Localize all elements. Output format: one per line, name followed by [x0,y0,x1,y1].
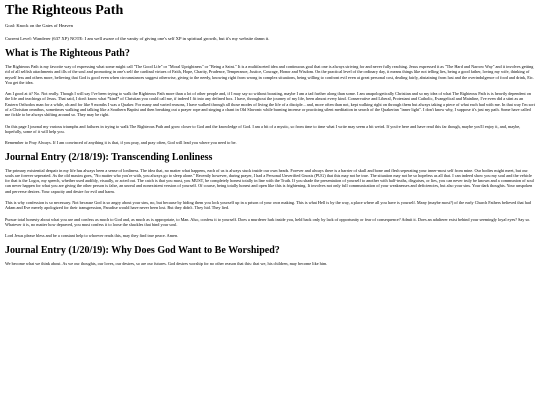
goal-line: Goal: Knock on the Gates of Heaven [5,23,73,28]
paragraph: Remember to Pray Always. If I am convinced of anything it is that, if you pray, and pray often, God will lead you where you need to be. [5,140,237,146]
paragraph: Am I good at it? No. Not really. Though I will say I've been trying to walk the Righteous Path more than a lot of other people and, if I may say so without boasting, maybe I am a tad further along than some. I am unapologetically Christian and so my idea of what The Righteous Path is is heavily dependent on the life and teachings of Jesus. That said, I don't know what *kind* of Christian you could call me, if indeed I fit into any defined box. I have, throughout the journey of my life, been almost every kind. Conservative and Liberal, Protestant and Catholic, Evangelical and Mainline, I've even did a stint as an Eastern Orthodox man for a while, oh and for like 9 months I was a Quaker. For many and varied reasons, I have walked through all those modes of living the life of a disciple... and, more often than not, kept walking right on through them but always taking a piece of what each had with me. In that way I'm sort of a Christian omnibus, sometimes walking and talking like a Southern Baptist and then breaking out a prayer rope and singing a chant in Old Slavonic while burning incense or practicing silent meditation in search of the Quakerian "inner light". I don't know why, I suppose it's just my path. Some have called me fickle to be always shifting around so. They may be right. [5,91,535,118]
paragraph: This is why confession is so necessary. Not because God is so angry about your sins, no, but because by hiding them you lock yourself up in a prison of your own making. This is what Hell is by the way, a place where all you have is yourself. Many (maybe most?) of the early Church Fathers believed that had Adam and Eve merely apologized for their transgression, Paradise would have never been lost. But they didn't. They hid. They lied. [5,200,531,211]
paragraph: We become what we think about. As we our thoughts, our loves, our desires, so are our futures. God desires worship for no other reason that this: that we, his children, may become like him. [5,260,328,266]
section-journal-lonliness [5,152,536,239]
section-heading: What is The Righteous Path? [5,48,130,59]
paragraph: Lord Jesus please bless and be a constant help to whoever reads this, may they find true peace. Amen. [5,233,179,239]
paragraph: The primary existential despair in my life has always been a sense of lonliness. The idea that, no matter what happens, each of us is always stuck inside our own heads. Forever and always there is a barrier of skull and bone and flesh seperating your inner-most self from mine. Our bodies might meet, but our souls are forever seperated. As the old maxim goes, "No matter who you're with, you always go to sleep alone." Recently however, during prayer, I had a Personal Unverified Gnosis (PUG) that this may not be true. The situation may not be so hopeless as all that. I can indeed show you my soul and the vehicle for that is the Logos, my speech, whether used audibly, visually, or acted out. The catch is that you must, you MUST, be completely honest totally in line with the Truth. If you shade the presentation of yourself to another with half-truths, disguises, or lies, you can never truly be known and a communion of soul can never happen for what you are giving the other person is false, an unreal and nonexistent version of yourself. Of course, being totally honest and open like this is frightening. It involves not only full communication of your weaknesses and deficiencies, but also your sins. Your dark thoughts. Your unspoken and perverse desires. Your capacity and desire for evil and harm. [5,167,534,194]
section-journal-worship [5,245,536,266]
page-title: The Righteous Path [5,3,124,18]
paragraph: Pursue total honesty about what you are and confess as much to God and, as much as is appropriate, to Man. Also, confess it to yourself. Does a murderer lurk inside you, held back only by lack of opportunity or fear of consequence? Admit it. Does an adulterer exist behind your seemingly loyal eyes? Say so. Whatever it is, no matter how depraved, you must confess it to loose the shackles that bind your soul. [5,216,531,227]
section-what-is [5,48,536,146]
section-heading: Journal Entry (2/18/19): Transcending Lonliness [5,151,213,163]
section-heading: Journal Entry (1/20/19): Why Does God Want to Be Worshiped? [5,244,280,256]
paragraph: On this page I journal my various triumphs and failures in trying to walk The Righteous Path and grow closer to God and the knowledge of God. I am a bit of a mystic, so from time to time what I write may seem a bit weird. If you're here and have read this far though, maybe you'll enjoy it, and, maybe, hopefully, some of it will help you. [5,123,521,134]
paragraph: The Righteous Path is my favorite way of expressing what some might call "The Good Life" or "Moral Uprightness" or "Being a Saint." It is a multifaceted idea and continuous goal that one is always striving for and never fully reaching. Jesus expressed it as "The Hard and Narrow Way" and it involves getting rid of all selfish attachments and ills of the soul and promoting in one's self the cardinal virtues of Faith, Hope, Charity, Prudence, Temperance, Justice, Courage, Honor and Wisdom. On the practical level of the ordinary day, it means things like not telling lies, being a good father, loving my wife, thinking of myself less and others more, believing that God is good even when circumstances suggest otherwise, giving to the needy, knowing right from wrong in complex situations, being willing to confront evil even at great personal cost, dealing fairly, abstaining from lust and the overindulgence of food and drink, Etc. You get the idea. [5,64,534,85]
current-level-line: Current Level: Wanderer (637 XP) NOTE: I am well aware of the vanity of giving one's self XP in spiritual growth, but it's my website damn it. [5,35,270,41]
